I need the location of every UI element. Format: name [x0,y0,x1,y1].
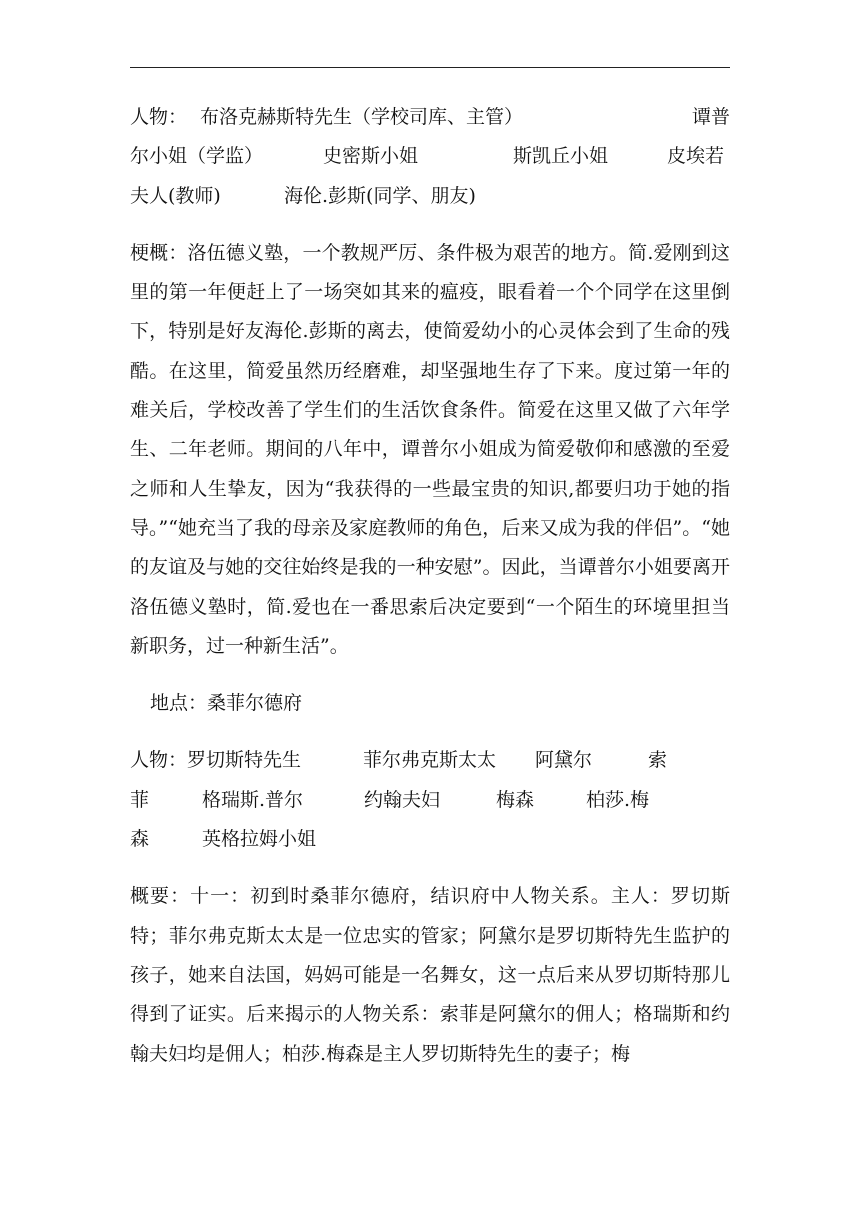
character-entry: 尔小姐（学监） [130,145,264,168]
character-entry: 英格拉姆小姐 [202,828,317,851]
character-entry: 海伦.彭斯(同学、朋友) [284,184,476,207]
characters-list-1 [130,98,730,216]
character-entry: 阿黛尔 [535,749,593,772]
summary-paragraph-1: 梗概：洛伍德义塾，一个教规严厉、条件极为艰苦的地方。简.爱刚到这里的第一年便赶上了一场突如其来的瘟疫，眼看着一个个同学在这里倒下，特别是好友海伦.彭斯的离去，使简爱幼小的心灵体会到了生命的残酷。在这里，简爱虽然历经磨难，却坚强地生存了下来。度过第一年的难关后，学校改善了学生们的生活饮食条件。简爱在这里又做了六年学生、二年老师。期间的八年中，谭普尔小姐成为简爱敬仰和感激的至爱之师和人生挚友，因为“我获得的一些最宝贵的知识,都要归功于她的指导。”“她充当了我的母亲及家庭教师的角色，后来又成为我的伴侣”。“她的友谊及与她的交往始终是我的一种安慰”。因此，当谭普尔小姐要离开洛伍德义塾时，简.爱也在一番思索后决定要到“一个陌生的环境里担当新职务，过一种新生活”。 [130,241,730,657]
location-text: 地点：桑菲尔德府 [150,692,303,715]
character-entry: 斯凯丘小姐 [513,145,609,168]
header-rule [130,67,730,68]
character-entry: 格瑞斯.普尔 [202,788,304,811]
character-entry: 谭普 [691,106,730,128]
characters-line [130,781,730,820]
character-entry: 夫人(教师) [130,184,221,207]
characters-line [130,177,730,216]
location-line [130,684,730,723]
characters-line [130,820,730,859]
character-entry: 森 [130,828,150,851]
characters-line [130,741,730,780]
character-entry: 布洛克赫斯特先生（学校司库、主管） [200,106,524,128]
character-entry: 皮埃若 [667,145,725,168]
summary-paragraph-2: 概要：十一：初到时桑菲尔德府，结识府中人物关系。主人：罗切斯特；菲尔弗克斯太太是一位忠实的管家；阿黛尔是罗切斯特先生监护的孩子，她来自法国，妈妈可能是一名舞女，这一点后来从罗切斯特那儿得到了证实。后来揭示的人物关系：索菲是阿黛尔的佣人；格瑞斯和约翰夫妇均是佣人；柏莎.梅森是主人罗切斯特先生的妻子；梅 [130,885,730,1065]
character-entry: 约翰夫妇 [364,788,441,811]
characters-line [130,137,730,176]
document-body [130,98,730,1074]
character-entry: 柏莎.梅 [586,788,650,811]
character-entry: 人物：罗切斯特先生 [130,749,302,772]
character-entry: 菲尔弗克斯太太 [363,749,497,772]
characters-list-2 [130,741,730,859]
characters-label: 人物： [130,106,188,128]
characters-line [130,98,730,137]
character-entry: 史密斯小姐 [323,145,419,168]
character-entry: 菲 [130,788,150,811]
character-entry: 索 [648,749,668,772]
character-entry: 梅森 [496,788,535,811]
